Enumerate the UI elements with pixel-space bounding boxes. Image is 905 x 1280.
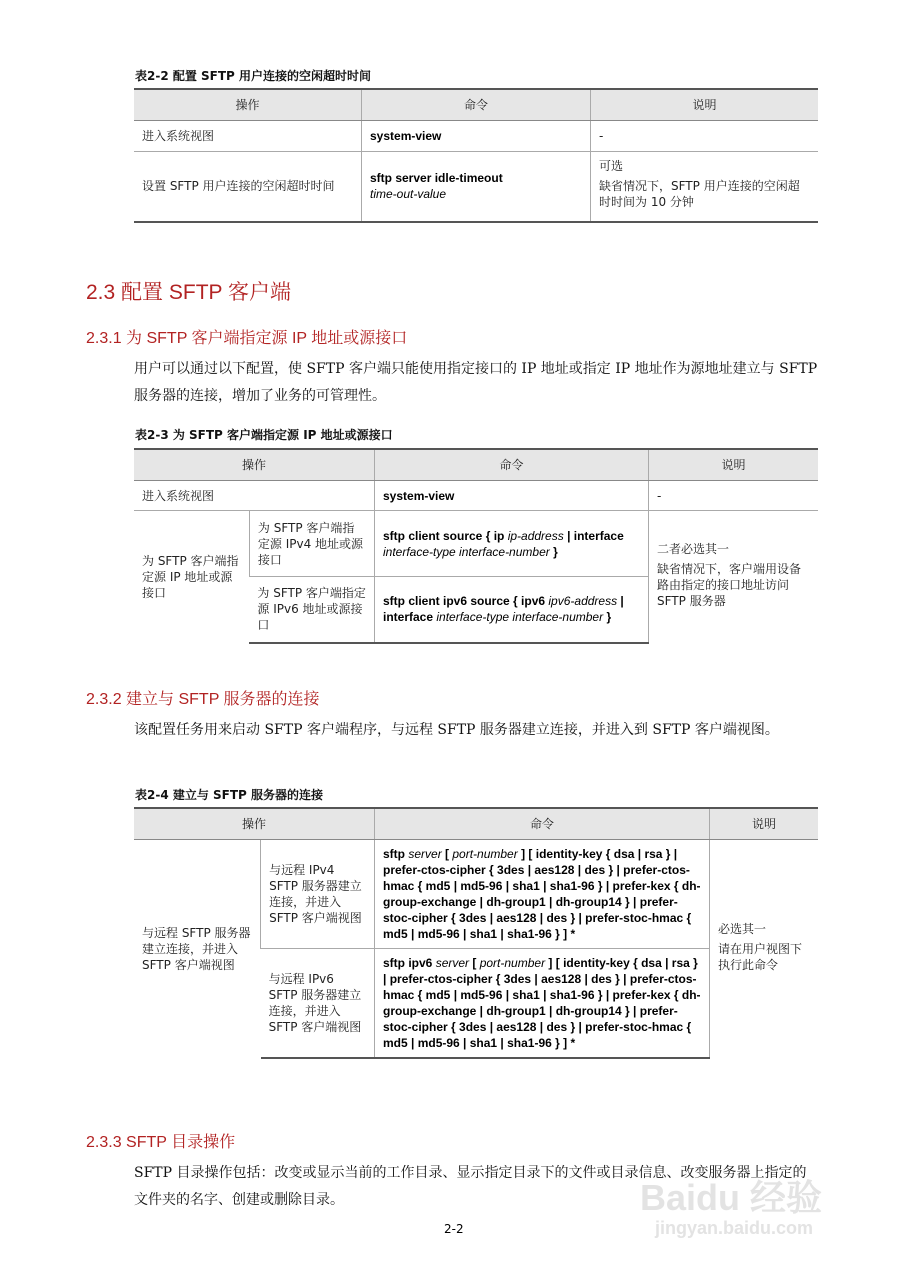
description-cell <box>649 511 819 643</box>
table-row <box>134 840 818 949</box>
sub-operation-cell: 为 SFTP 客户端指定源 IPv6 地址或源接口 <box>249 577 374 643</box>
col-header-operation: 操作 <box>134 89 362 121</box>
col-header-description: 说明 <box>710 808 819 840</box>
command-keyword: sftp server idle-timeout <box>370 171 503 186</box>
sub-operation-cell: 与远程 IPv6 SFTP 服务器建立连接，并进入 SFTP 客户端视图 <box>261 949 375 1059</box>
command-argument: time-out-value <box>370 187 447 202</box>
description-cell <box>710 840 819 1059</box>
command-cell: sftp ipv6 server [ port-number ] [ identity-key { dsa | rsa } | prefer-ctos-cipher { 3des | aes128 | des } | prefer-ctos-hmac { md5 | md5-96 | sha1 | sha1-96 } | prefer-kex { dh-group-exchange | dh-group1 | dh-group14 } | prefer-stoc-cipher { 3des | aes128 | des } | prefer-stoc-hmac { md5 | md5-96 | sha1 | sha1-96 } ] * <box>375 949 710 1059</box>
sub-operation-cell: 为 SFTP 客户端指定源 IPv4 地址或源接口 <box>249 511 374 577</box>
note-required: 二者必选其一 <box>657 541 730 556</box>
watermark-url: jingyan.baidu.com <box>655 1218 814 1238</box>
section-2-3-2-heading: 2.3.2 建立与 SFTP 服务器的连接 <box>86 691 320 708</box>
col-header-command: 命令 <box>375 449 649 481</box>
description-cell: - <box>649 481 819 511</box>
note-user-view: 请在用户视图下执行此命令 <box>718 942 803 972</box>
col-header-command: 命令 <box>362 89 591 121</box>
table-2-4-caption: 表2-4 建立与 SFTP 服务器的连接 <box>135 788 324 802</box>
group-operation-cell: 与远程 SFTP 服务器建立连接，并进入 SFTP 客户端视图 <box>134 840 261 1059</box>
watermark-logo: Baidu 经验 <box>640 1177 823 1218</box>
command-cell: sftp client ipv6 source { ipv6 ipv6-address | interface interface-type interface-number } <box>375 577 649 643</box>
section-2-3-heading: 2.3 配置 SFTP 客户端 <box>86 281 291 304</box>
section-2-3-1-heading: 2.3.1 为 SFTP 客户端指定源 IP 地址或源接口 <box>86 330 408 347</box>
section-2-3-1-paragraph: 用户可以通过以下配置，使 SFTP 客户端只能使用指定接口的 IP 地址或指定 IP 地址作为源地址建立与 SFTP 服务器的连接，增加了业务的可管理性。 <box>134 361 818 404</box>
table-2-2 <box>134 88 818 223</box>
section-2-3-3-paragraph: SFTP 目录操作包括：改变或显示当前的工作目录、显示指定目录下的文件或目录信息、改变服务器上指定的文件夹的名字、创建或删除目录。 <box>134 1165 807 1208</box>
table-row <box>134 511 818 577</box>
table-2-3 <box>134 448 818 644</box>
note-default: 缺省情况下，SFTP 用户连接的空闲超时时间为 10 分钟 <box>599 179 800 210</box>
section-2-3-3-heading: 2.3.3 SFTP 目录操作 <box>86 1134 236 1151</box>
table-row <box>134 481 818 511</box>
note-default: 缺省情况下，客户端用设备路由指定的接口地址访问 SFTP 服务器 <box>657 561 802 608</box>
sub-operation-cell: 与远程 IPv4 SFTP 服务器建立连接，并进入 SFTP 客户端视图 <box>261 840 375 949</box>
section-2-3-2-paragraph: 该配置任务用来启动 SFTP 客户端程序，与远程 SFTP 服务器建立连接，并进入到 SFTP 客户端视图。 <box>134 722 779 738</box>
table-row <box>134 121 818 152</box>
group-operation-cell: 为 SFTP 客户端指定源 IP 地址或源接口 <box>134 511 249 643</box>
command-cell: system-view <box>375 481 649 511</box>
col-header-operation: 操作 <box>134 808 375 840</box>
command-cell: sftp server [ port-number ] [ identity-key { dsa | rsa } | prefer-ctos-cipher { 3des | aes128 | des } | prefer-ctos-hmac { md5 | md5-96 | sha1 | sha1-96 } | prefer-kex { dh-group-exchange | dh-group1 | dh-group14 } | prefer-stoc-cipher { 3des | aes128 | des } | prefer-stoc-hmac { md5 | md5-96 | sha1 | sha1-96 } ] * <box>375 840 710 949</box>
table-2-2-caption: 表2-2 配置 SFTP 用户连接的空闲超时时间 <box>135 69 372 83</box>
table-2-3-caption: 表2-3 为 SFTP 客户端指定源 IP 地址或源接口 <box>135 428 393 442</box>
table-row <box>134 152 818 222</box>
page-number: 2-2 <box>444 1222 464 1236</box>
operation-cell: 进入系统视图 <box>134 121 362 152</box>
command-cell: sftp client source { ip ip-address | interface interface-type interface-number } <box>375 511 649 577</box>
col-header-description: 说明 <box>649 449 819 481</box>
command-cell: system-view <box>362 121 591 152</box>
col-header-description: 说明 <box>591 89 819 121</box>
description-cell: - <box>591 121 819 152</box>
note-optional: 可选 <box>599 159 624 174</box>
command-cell <box>362 152 591 222</box>
operation-cell: 进入系统视图 <box>134 481 375 511</box>
table-2-4 <box>134 807 818 1059</box>
operation-cell: 设置 SFTP 用户连接的空闲超时时间 <box>134 152 362 222</box>
note-required: 必选其一 <box>718 922 767 936</box>
col-header-command: 命令 <box>375 808 710 840</box>
col-header-operation: 操作 <box>134 449 375 481</box>
description-cell <box>591 152 819 222</box>
